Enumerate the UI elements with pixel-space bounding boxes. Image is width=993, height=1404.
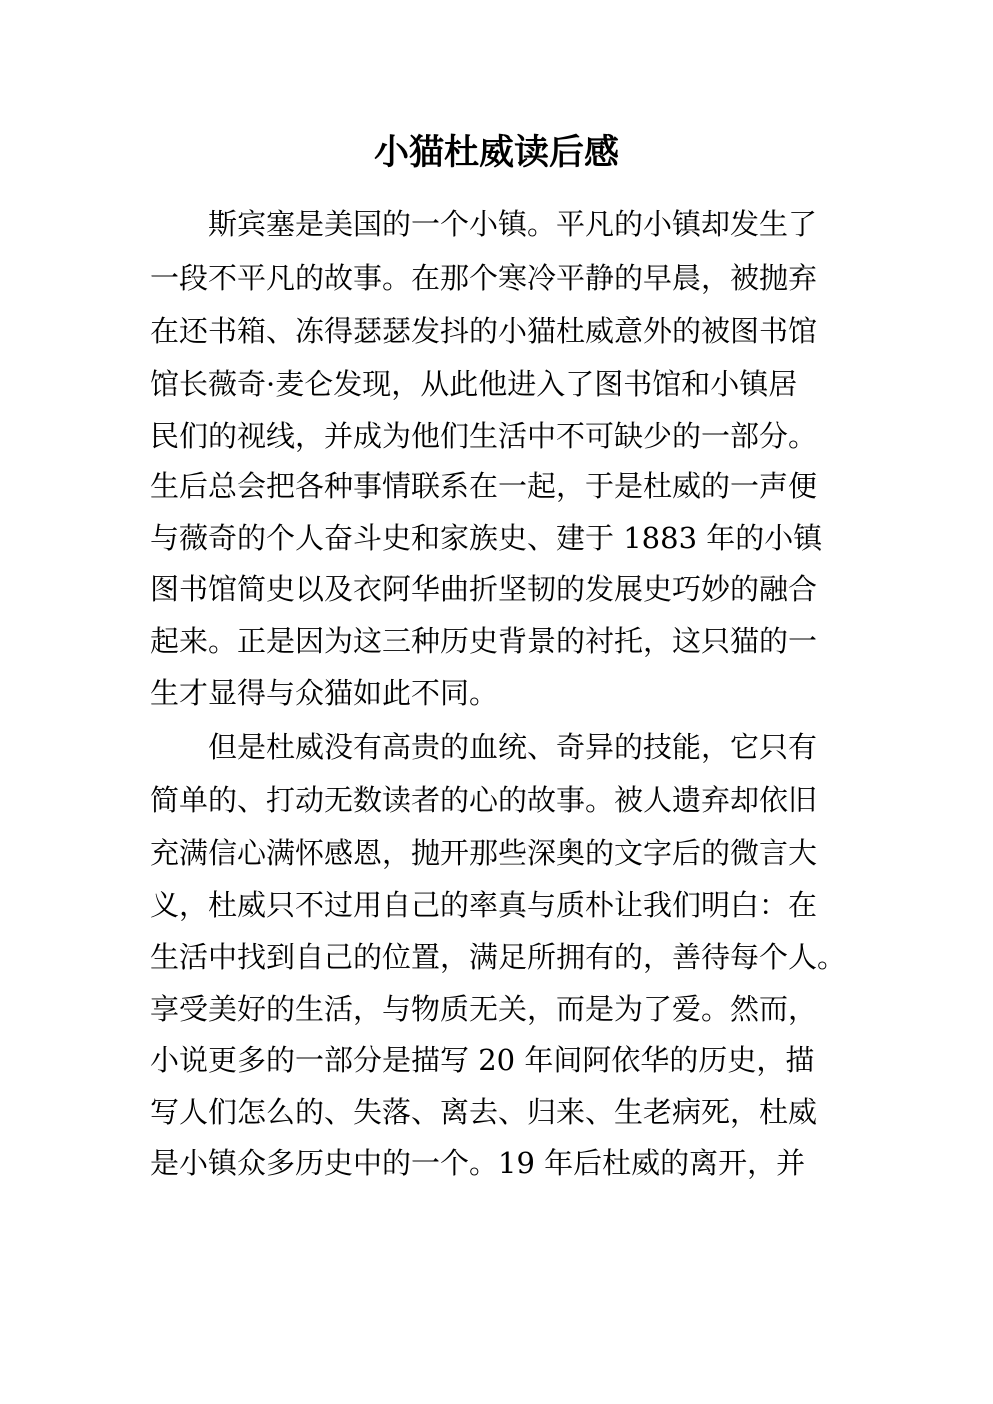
text-line: 义，杜威只不过用自己的率真与质朴让我们明白：在 bbox=[150, 888, 818, 922]
text-line: 生后总会把各种事情联系在一起，于是杜威的一声便 bbox=[150, 469, 818, 503]
text-line: 民们的视线，并成为他们生活中不可缺少的一部分。 bbox=[150, 419, 818, 453]
text-line: 充满信心满怀感恩，抛开那些深奥的文字后的微言大 bbox=[150, 836, 818, 870]
text-line: 与薇奇的个人奋斗史和家族史、建于 1883 年的小镇 bbox=[150, 521, 823, 555]
text-line: 享受美好的生活，与物质无关，而是为了爱。然而， bbox=[150, 992, 818, 1026]
text-line: 一段不平凡的故事。在那个寒冷平静的早晨，被抛弃 bbox=[150, 261, 818, 295]
text-line: 简单的、打动无数读者的心的故事。被人遗弃却依旧 bbox=[150, 783, 818, 817]
text-line: 起来。正是因为这三种历史背景的衬托，这只猫的一 bbox=[150, 624, 818, 658]
text-line: 在还书箱、冻得瑟瑟发抖的小猫杜威意外的被图书馆 bbox=[150, 314, 818, 348]
text-line: 图书馆简史以及衣阿华曲折坚韧的发展史巧妙的融合 bbox=[150, 572, 818, 606]
text-line: 写人们怎么的、失落、离去、归来、生老病死，杜威 bbox=[150, 1095, 818, 1129]
text-line: 生才显得与众猫如此不同。 bbox=[150, 676, 499, 710]
text-line: 生活中找到自己的位置，满足所拥有的，善待每个人。 bbox=[150, 940, 847, 974]
text-line: 是小镇众多历史中的一个。19 年后杜威的离开，并 bbox=[150, 1146, 806, 1180]
text-line: 馆长薇奇·麦仑发现，从此他进入了图书馆和小镇居 bbox=[150, 367, 798, 401]
document-title: 小猫杜威读后感 bbox=[373, 133, 619, 173]
text-line: 但是杜威没有高贵的血统、奇异的技能，它只有 bbox=[208, 730, 818, 764]
text-line: 斯宾塞是美国的一个小镇。平凡的小镇却发生了 bbox=[208, 207, 818, 241]
text-line: 小说更多的一部分是描写 20 年间阿依华的历史，描 bbox=[150, 1043, 815, 1077]
